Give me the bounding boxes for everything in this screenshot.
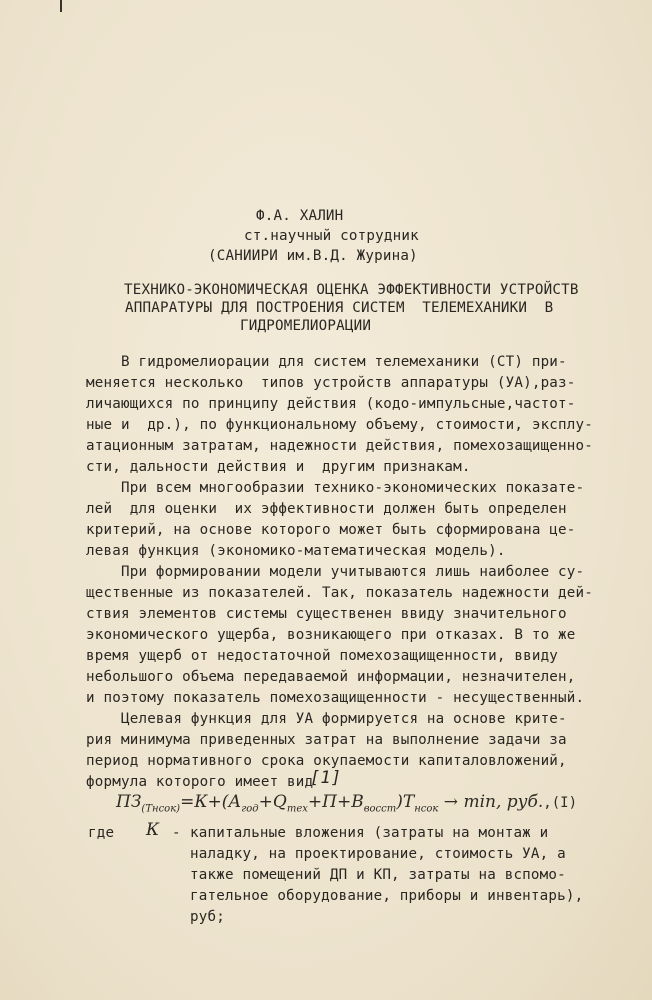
definition-line: капитальные вложения (затраты на монтаж и (190, 825, 549, 841)
formula-lhs-sub: (Тнсок) (141, 803, 181, 815)
title-line-2: АППАРАТУРЫ ДЛЯ ПОСТРОЕНИЯ СИСТЕМ ТЕЛЕМЕХАНИКИ В (125, 300, 554, 316)
body-line: формула которого имеет вид (86, 774, 314, 790)
scan-mark (60, 0, 62, 12)
body-line: критерий, на основе которого может быть сформирована це- (86, 522, 576, 538)
definition-line: также помещений ДП и КП, затраты на вспомо- (190, 867, 566, 883)
formula-lhs: ПЗ (116, 792, 142, 812)
formula-part: +Q (258, 792, 287, 812)
body-line: ные и др.), по функциональному объему, стоимости, эксплу- (86, 417, 594, 433)
formula-part: =К+(А (180, 792, 242, 812)
formula-sub: нсок (414, 803, 439, 815)
formula-number: ,(I) (543, 795, 578, 811)
body-line: атационным затратам, надежности действия, помехозащищенно- (86, 438, 594, 454)
body-line: левая функция (экономико-математическая модель). (86, 543, 506, 559)
body-line: период нормативного срока окупаемости капиталовложений, (86, 753, 567, 769)
author-position: ст.научный сотрудник (244, 228, 419, 244)
citation-reference: [1] (310, 768, 342, 788)
body-line: рия минимума приведенных затрат на выполнение задачи за (86, 732, 567, 748)
body-line: и поэтому показатель помехозащищенности - несущественный. (86, 690, 585, 706)
title-line-1: ТЕХНИКО-ЭКОНОМИЧЕСКАЯ ОЦЕНКА ЭФФЕКТИВНОСТИ УСТРОЙСТВ (124, 282, 579, 298)
author-institution: (САНИИРИ им.В.Д. Журина) (208, 248, 418, 264)
body-line: лей для оценки их эффективности должен быть определен (86, 501, 567, 517)
formula-sub: восст (363, 803, 397, 815)
author-name: Ф.А. ХАЛИН (256, 208, 344, 224)
body-line: небольшого объема передаваемой информации, незначителен, (86, 669, 576, 685)
body-line: щественные из показателей. Так, показатель надежности дей- (86, 585, 594, 601)
definitions-where: где (88, 825, 115, 841)
definition-symbol: К (146, 820, 160, 840)
body-line: меняется несколько типов устройств аппаратуры (УА),раз- (86, 375, 576, 391)
body-line: личающихся по принципу действия (кодо-импульсные,частот- (86, 396, 576, 412)
formula-part: )Т (396, 792, 415, 812)
body-line: экономического ущерба, возникающего при отказах. В то же (86, 627, 576, 643)
title-line-3: ГИДРОМЕЛИОРАЦИИ (240, 318, 372, 334)
body-line: сти, дальности действия и другим признакам. (86, 459, 471, 475)
body-line: При формировании модели учитываются лишь наиболее су- (86, 564, 585, 580)
definition-dash: - (172, 825, 181, 841)
cost-formula (116, 792, 577, 814)
body-line: Целевая функция для УА формируется на основе крите- (86, 711, 567, 727)
formula-part: → min, руб. (438, 792, 544, 812)
formula-sub: год (241, 803, 259, 815)
formula-sub: тех (286, 803, 308, 815)
body-line: В гидромелиорации для систем телемеханики (СТ) при- (86, 354, 567, 370)
body-line: время ущерб от недостаточной помехозащищенности, ввиду (86, 648, 559, 664)
formula-part: +П+В (307, 792, 364, 812)
body-line: При всем многообразии технико-экономических показате- (86, 480, 585, 496)
body-line: ствия элементов системы существенен ввиду значительного (86, 606, 567, 622)
definition-line: гательное оборудование, приборы и инвентарь), (190, 888, 584, 904)
definition-line: наладку, на проектирование, стоимость УА, а (190, 846, 566, 862)
definition-line: руб; (190, 909, 225, 925)
